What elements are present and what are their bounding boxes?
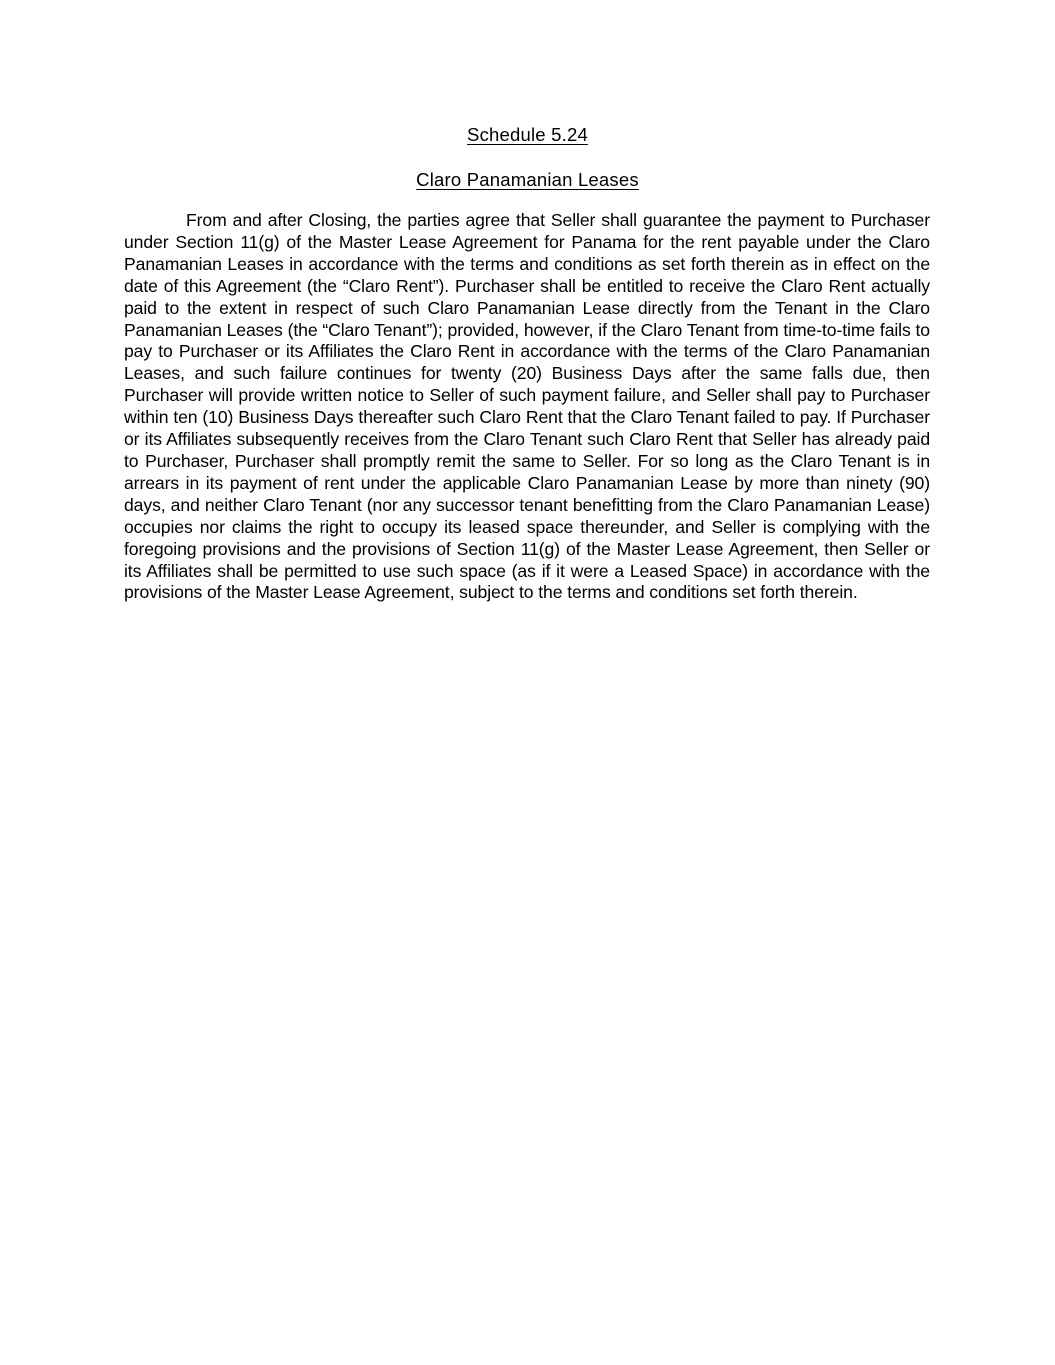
schedule-subtitle-text: Claro Panamanian Leases xyxy=(416,169,639,190)
schedule-title xyxy=(0,124,1055,146)
schedule-title-text: Schedule 5.24 xyxy=(467,124,588,145)
schedule-subtitle xyxy=(0,169,1055,191)
body-paragraph: From and after Closing, the parties agree that Seller shall guarantee the payment to Purchaser under Section 11(g) of the Master Lease Agreement for Panama for the rent payable under the Claro Panamanian Leases in accordance with the terms and conditions as set forth therein as in effect on the date of this Agreement (the “Claro Rent”). Purchaser shall be entitled to receive the Claro Rent actually paid to the extent in respect of such Claro Panamanian Lease directly from the Tenant in the Claro Panamanian Leases (the “Claro Tenant”); provided, however, if the Claro Tenant from time-to-time fails to pay to Purchaser or its Affiliates the Claro Rent in accordance with the terms of the Claro Panamanian Leases, and such failure continues for twenty (20) Business Days after the same falls due, then Purchaser will provide written notice to Seller of such payment failure, and Seller shall pay to Purchaser within ten (10) Business Days thereafter such Claro Rent that the Claro Tenant failed to pay. If Purchaser or its Affiliates subsequently receives from the Claro Tenant such Claro Rent that Seller has already paid to Purchaser, Purchaser shall promptly remit the same to Seller. For so long as the Claro Tenant is in arrears in its payment of rent under the applicable Claro Panamanian Lease by more than ninety (90) days, and neither Claro Tenant (nor any successor tenant benefitting from the Claro Panamanian Lease) occupies nor claims the right to occupy its leased space thereunder, and Seller is complying with the foregoing provisions and the provisions of Section 11(g) of the Master Lease Agreement, then Seller or its Affiliates shall be permitted to use such space (as if it were a Leased Space) in accordance with the provisions of the Master Lease Agreement, subject to the terms and conditions set forth therein. xyxy=(124,210,930,603)
